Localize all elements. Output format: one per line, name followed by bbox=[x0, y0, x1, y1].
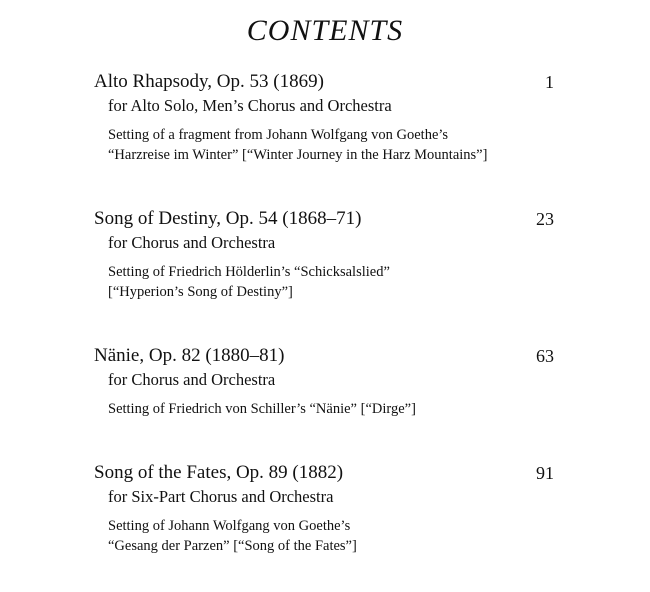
toc-entry-title[interactable]: Alto Rhapsody, Op. 53 (1869) bbox=[94, 71, 324, 92]
toc-entry-description bbox=[94, 399, 554, 419]
toc-entry-description bbox=[94, 262, 554, 302]
toc-entry-song-of-destiny bbox=[94, 208, 554, 302]
toc-entry-page-number[interactable]: 23 bbox=[536, 209, 554, 229]
toc-entry-description bbox=[94, 516, 554, 556]
toc-entry-title[interactable]: Song of the Fates, Op. 89 (1882) bbox=[94, 462, 344, 483]
toc-entry-subtitle: for Alto Solo, Men’s Chorus and Orchestra bbox=[108, 96, 392, 115]
toc-entry-song-of-the-fates bbox=[94, 462, 554, 556]
toc-entry-page-number[interactable]: 63 bbox=[536, 346, 554, 366]
contents-title: CONTENTS bbox=[246, 14, 404, 47]
toc-entry-description-line: “Harzreise im Winter” [“Winter Journey in the Harz Mountains”] bbox=[108, 147, 488, 163]
toc-entry-nanie bbox=[94, 345, 554, 419]
toc-entry-subtitle: for Six-Part Chorus and Orchestra bbox=[108, 487, 334, 506]
toc-entry-description-line: Setting of a fragment from Johann Wolfgang von Goethe’s bbox=[108, 127, 449, 143]
toc-entry-alto-rhapsody bbox=[94, 71, 554, 165]
toc-entry-subtitle: for Chorus and Orchestra bbox=[108, 370, 276, 389]
toc-entry-description-line: Setting of Friedrich von Schiller’s “Nänie” [“Dirge”] bbox=[108, 401, 416, 417]
toc-entry-page-number[interactable]: 91 bbox=[536, 463, 554, 483]
toc-entry-title[interactable]: Nänie, Op. 82 (1880–81) bbox=[94, 345, 285, 366]
toc-entry-description-line: [“Hyperion’s Song of Destiny”] bbox=[108, 284, 293, 300]
toc-entry-description-line: Setting of Friedrich Hölderlin’s “Schicksalslied” bbox=[108, 264, 390, 280]
toc-entry-title[interactable]: Song of Destiny, Op. 54 (1868–71) bbox=[94, 208, 362, 229]
toc-entry-subtitle: for Chorus and Orchestra bbox=[108, 233, 276, 252]
toc-entry-description-line: “Gesang der Parzen” [“Song of the Fates”] bbox=[108, 538, 357, 554]
toc-entry-description bbox=[94, 125, 554, 165]
toc-entry-page-number[interactable]: 1 bbox=[545, 72, 554, 92]
toc-entry-description-line: Setting of Johann Wolfgang von Goethe’s bbox=[108, 518, 351, 534]
